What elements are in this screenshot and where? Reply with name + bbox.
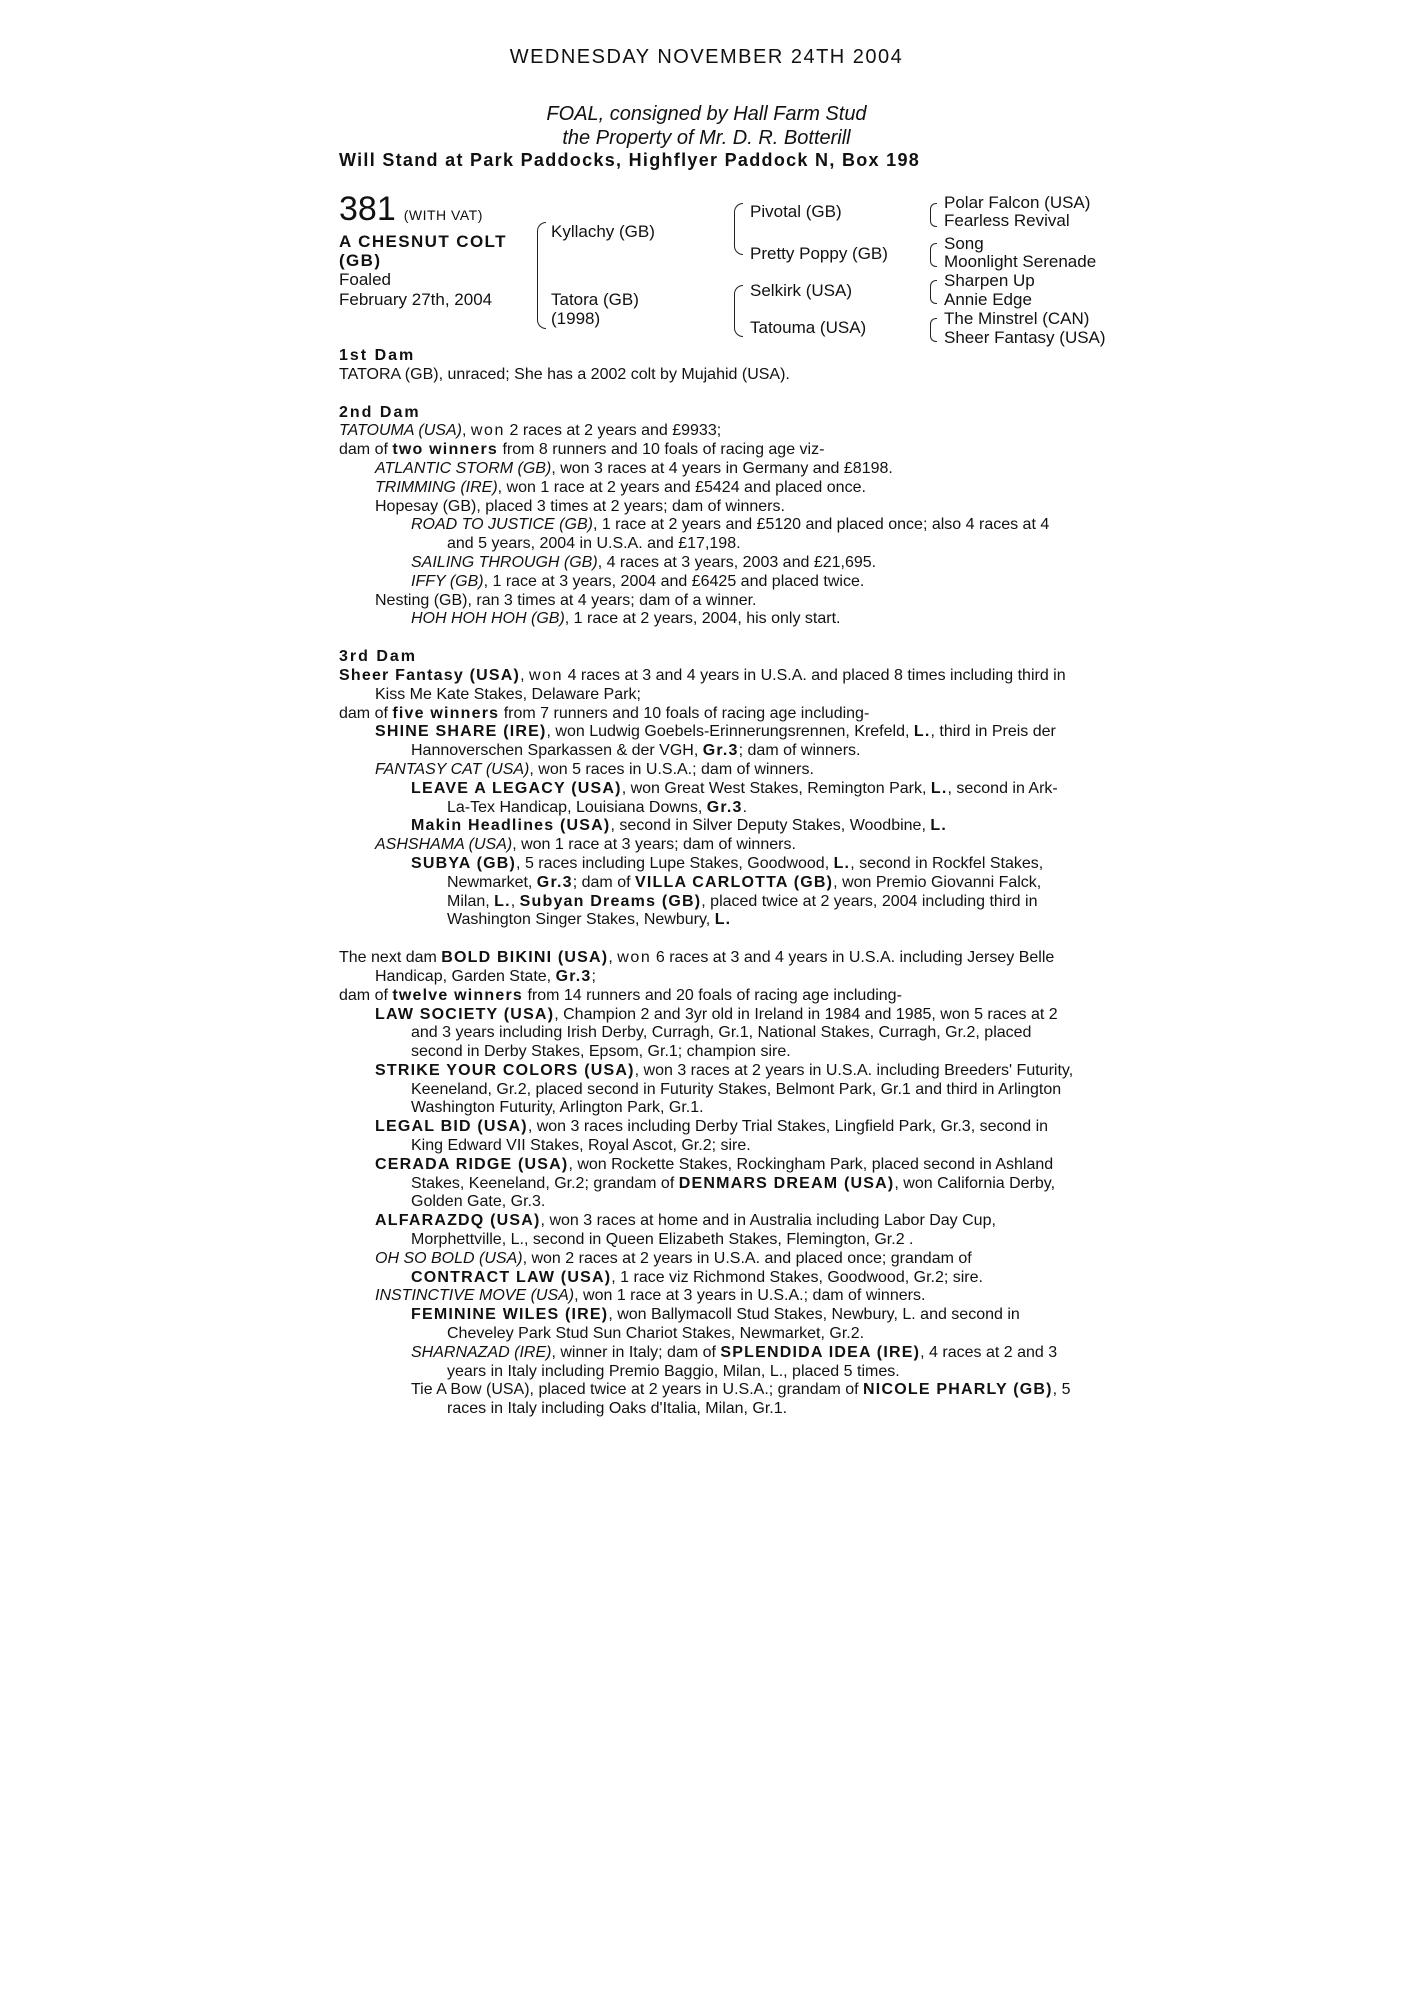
group-label: Gr.3 — [555, 967, 592, 985]
produce-entry — [339, 1287, 1074, 1306]
produce-record: , 1 race at 3 years, 2004 and £6425 and placed twice. — [483, 572, 865, 590]
produce-entry — [339, 1250, 1074, 1288]
produce-record: , won 2 races at 2 years in U.S.A. and placed once; grandam of — [522, 1249, 972, 1267]
pedigree-sire: Kyllachy (GB) — [551, 222, 655, 241]
produce-entry — [339, 479, 1074, 498]
second-dam-produce — [339, 441, 1074, 460]
produce-name: LEGAL BID (USA) — [375, 1118, 528, 1136]
group-label: Gr.3 — [536, 873, 573, 891]
produce-record: , 4 races at 3 years, 2003 and £21,695. — [597, 553, 877, 571]
won-label: won — [617, 949, 652, 967]
pedigree-bracket-g1 — [930, 203, 937, 227]
produce-name: INSTINCTIVE MOVE (USA) — [375, 1287, 575, 1305]
produce-record: , 5 races in Italy including Oaks d'Italia, Milan, Gr.1. — [447, 1381, 1071, 1418]
produce-entry — [339, 460, 1074, 479]
foaled-date: February 27th, 2004 — [339, 290, 493, 309]
produce-record: , won Ludwig Goebels-Erinnerungsrennen, Krefeld, — [546, 723, 914, 741]
produce-name: VILLA CARLOTTA (GB) — [634, 873, 834, 891]
produce-entry — [339, 1212, 1074, 1250]
listed-label: L. — [494, 892, 511, 910]
won-label: won — [528, 666, 564, 684]
second-dam-name: TATOUMA (USA) — [339, 422, 462, 440]
produce-record: , 1 race at 2 years, 2004, his only start. — [564, 610, 841, 628]
produce-entry — [339, 855, 1074, 930]
pedigree-dam-name: Tatora (GB) — [551, 290, 639, 309]
produce-record: , won 3 races at home and in Australia including Labor Day Cup, Morphettville, L., second in Queen Elizabeth Stakes, Flemington, Gr.2 . — [411, 1212, 996, 1249]
vat-label: (WITH VAT) — [403, 207, 483, 223]
pedigree-notes — [339, 347, 1074, 1419]
produce-name: Makin Headlines (USA) — [411, 817, 611, 835]
third-dam-heading: 3rd Dam — [339, 648, 418, 666]
pedigree-bracket-g4 — [930, 318, 937, 342]
produce-record: , won Premio Giovanni Falck, Milan, — [447, 873, 1042, 910]
produce-record: , won 3 races at 4 years in Germany and £8198. — [551, 459, 893, 477]
produce-entry: Hopesay (GB), placed 3 times at 2 years; dam of winners. — [375, 497, 785, 515]
produce-record: , won 1 race at 3 years; dam of winners. — [512, 836, 796, 854]
produce-record: , winner in Italy; dam of — [551, 1343, 721, 1361]
pedigree-dam-year: (1998) — [551, 309, 601, 328]
produce-name: ATLANTIC STORM (GB) — [375, 459, 552, 477]
produce-name: SHARNAZAD (IRE) — [411, 1343, 552, 1361]
listed-label: L. — [833, 854, 851, 872]
pedigree-g5: Sharpen Up — [944, 271, 1035, 290]
horse-description-line2: (GB) — [339, 251, 382, 270]
produce-record: , won 1 race at 3 years in U.S.A.; dam of winners. — [574, 1287, 926, 1305]
produce-record: , won 3 races at 2 years in U.S.A. including Breeders' Futurity, Keeneland, Gr.2, placed second in Futurity Stakes, Belmont Park, Gr.1 and third in Arlington Washington Futurity, Arlington Park, Gr.1. — [411, 1061, 1074, 1117]
next-dam-produce — [339, 987, 1074, 1006]
pedigree-sire-dam: Pretty Poppy (GB) — [750, 244, 888, 263]
produce-name: Subyan Dreams (GB) — [519, 892, 702, 910]
produce-name: ASHSHAMA (USA) — [375, 836, 513, 854]
produce-name: LAW SOCIETY (USA) — [375, 1005, 555, 1023]
produce-record: , won 3 races including Derby Trial Stakes, Lingfield Park, Gr.3, second in King Edward VII Stakes, Royal Ascot, Gr.2; sire. — [411, 1118, 1049, 1155]
produce-rest: from 7 runners and 10 foals of racing age including- — [503, 704, 870, 722]
produce-entry — [339, 573, 1074, 592]
pedigree-g8: Sheer Fantasy (USA) — [944, 328, 1106, 347]
third-dam-record: 4 races at 3 and 4 years in U.S.A. and placed 8 times including third in Kiss Me Kate Stakes, Delaware Park; — [375, 666, 1066, 703]
pedigree-dam-sire: Selkirk (USA) — [750, 281, 853, 300]
produce-record: , 1 race at 2 years and £5120 and placed once; also 4 races at 4 and 5 years, 2004 in U.S.A. and £17,198. — [447, 516, 1050, 553]
horse-description-line1: A CHESNUT COLT — [339, 232, 507, 251]
produce-entry — [339, 1062, 1074, 1118]
produce-name: FANTASY CAT (USA) — [375, 760, 530, 778]
next-dam-name: BOLD BIKINI (USA) — [441, 949, 609, 967]
produce-record: Tie A Bow (USA), placed twice at 2 years in U.S.A.; grandam of — [411, 1381, 864, 1399]
second-dam-record: 2 races at 2 years and £9933; — [509, 422, 722, 440]
pedigree-bracket-g2 — [930, 243, 937, 267]
produce-name: CONTRACT LAW (USA) — [411, 1268, 612, 1286]
produce-rest: from 14 runners and 20 foals of racing age including- — [527, 986, 902, 1004]
pedigree-g4: Moonlight Serenade — [944, 252, 1097, 271]
produce-entry — [339, 1344, 1074, 1382]
next-dam-record: 6 races at 3 and 4 years in U.S.A. including Jersey Belle Handicap, Garden State, — [375, 949, 1055, 985]
produce-name: SAILING THROUGH (GB) — [411, 553, 598, 571]
produce-record: , won Ballymacoll Stud Stakes, Newbury, L. and second in Cheveley Park Stud Sun Chariot Stakes, Newmarket, Gr.2. — [447, 1306, 1020, 1343]
produce-name: SPLENDIDA IDEA (IRE) — [720, 1343, 921, 1361]
produce-entry: Nesting (GB), ran 3 times at 4 years; dam of a winner. — [375, 591, 757, 609]
produce-record: , 1 race viz Richmond Stakes, Goodwood, Gr.2; sire. — [611, 1268, 983, 1286]
pedigree-sire-sire: Pivotal (GB) — [750, 202, 842, 221]
produce-name: CERADA RIDGE (USA) — [375, 1155, 569, 1173]
owner-line: the Property of Mr. D. R. Botterill — [562, 127, 851, 149]
produce-record: , second in Rockfel Stakes, Newmarket, — [447, 854, 1044, 891]
produce-name: DENMARS DREAM (USA) — [678, 1174, 895, 1192]
pedigree-dam-dam: Tatouma (USA) — [750, 318, 867, 337]
produce-record: , Champion 2 and 3yr old in Ireland in 1984 and 1985, won 5 races at 2 and 3 years including Irish Derby, Curragh, Gr.1, National Stakes, Curragh, Gr.2, placed second in Derby Stakes, Epsom, Gr.1; champion sire. — [411, 1005, 1058, 1061]
produce-prefix: dam of — [339, 704, 388, 722]
produce-name: SUBYA (GB) — [411, 854, 517, 872]
third-dam-produce — [339, 705, 1074, 724]
won-label: won — [470, 422, 506, 440]
produce-entry — [339, 610, 1074, 629]
first-dam-heading: 1st Dam — [339, 347, 416, 364]
produce-name: OH SO BOLD (USA) — [375, 1249, 523, 1267]
produce-entry — [339, 836, 1074, 855]
produce-record: , won Rockette Stakes, Rockingham Park, placed second in Ashland Stakes, Keeneland, Gr.2; grandam of — [411, 1155, 1054, 1192]
produce-name: ROAD TO JUSTICE (GB) — [411, 516, 593, 534]
pedigree-g2: Fearless Revival — [944, 211, 1070, 230]
produce-record: , third in Preis der Hannoverschen Sparkassen & der VGH, — [411, 723, 1056, 760]
lot-number-block — [339, 190, 483, 229]
produce-record: , 5 races including Lupe Stakes, Goodwood, — [516, 854, 834, 872]
produce-entry — [339, 780, 1074, 818]
produce-record: , 4 races at 2 and 3 years in Italy including Premio Baggio, Milan, L., placed 5 times. — [447, 1343, 1058, 1380]
produce-name: SHINE SHARE (IRE) — [375, 723, 547, 741]
pedigree-g1: Polar Falcon (USA) — [944, 193, 1091, 212]
pedigree-bracket-main — [537, 222, 546, 329]
produce-record: , won Great West Stakes, Remington Park, — [621, 779, 931, 797]
first-dam-text: TATORA (GB), unraced; She has a 2002 colt by Mujahid (USA). — [339, 365, 790, 383]
pedigree-bracket-dam — [734, 285, 743, 337]
produce-name: NICOLE PHARLY (GB) — [863, 1381, 1053, 1399]
produce-prefix: dam of — [339, 441, 388, 459]
produce-entry — [339, 1306, 1074, 1344]
pedigree-bracket-sire — [734, 203, 743, 255]
produce-record: ; dam of — [572, 873, 635, 891]
produce-name: HOH HOH HOH (GB) — [411, 610, 565, 628]
produce-entry — [339, 1118, 1074, 1156]
produce-record: , won 1 race at 2 years and £5424 and placed once. — [497, 478, 866, 496]
winner-count: two winners — [392, 441, 499, 459]
produce-name: FEMININE WILES (IRE) — [411, 1306, 609, 1324]
produce-record: , won California Derby, Golden Gate, Gr.3. — [411, 1174, 1056, 1211]
pedigree-g7: The Minstrel (CAN) — [944, 309, 1090, 328]
consignor-line: FOAL, consigned by Hall Farm Stud — [546, 103, 867, 125]
produce-record: ; dam of winners. — [738, 742, 861, 760]
produce-entry — [339, 516, 1074, 554]
consignment-info — [0, 102, 1413, 150]
next-dam-summary: The next dam BOLD BIKINI (USA), won 6 races at 3 and 4 years in U.S.A. including Jersey Belle Handicap, Garden State, Gr.3; — [339, 949, 1055, 985]
group-label: Gr.3 — [706, 798, 743, 816]
second-dam-summary: TATOUMA (USA), won 2 races at 2 years and £9933; — [339, 422, 722, 440]
third-dam-summary: Sheer Fantasy (USA), won 4 races at 3 and 4 years in U.S.A. and placed 8 times including third in Kiss Me Kate Stakes, Delaware Park; — [339, 666, 1066, 703]
lot-number: 381 — [339, 190, 396, 228]
produce-record: , placed twice at 2 years, 2004 including third in Washington Singer Stakes, Newbury, — [447, 892, 1038, 929]
second-dam-heading: 2nd Dam — [339, 403, 421, 421]
produce-record: , — [510, 892, 520, 910]
listed-label: L. — [930, 817, 947, 835]
pedigree-bracket-g3 — [930, 280, 937, 304]
foaled-info — [339, 270, 492, 310]
winner-count: five winners — [392, 704, 500, 722]
produce-prefix: dam of — [339, 986, 388, 1004]
produce-entry — [339, 1006, 1074, 1062]
listed-label: L. — [930, 779, 948, 797]
produce-name: ALFARAZDQ (USA) — [375, 1212, 541, 1230]
produce-rest: from 8 runners and 10 foals of racing age viz- — [502, 441, 825, 459]
listed-label: L. — [913, 723, 931, 741]
produce-record: . — [742, 798, 748, 816]
next-dam-record: ; — [591, 967, 596, 985]
sale-date: WEDNESDAY NOVEMBER 24TH 2004 — [509, 46, 904, 68]
produce-entry — [339, 761, 1074, 780]
stand-location: Will Stand at Park Paddocks, Highflyer Paddock N, Box 198 — [339, 150, 921, 170]
produce-entry — [339, 1156, 1074, 1212]
group-label: Gr.3 — [702, 742, 739, 760]
winner-count: twelve winners — [392, 986, 523, 1004]
next-dam-prefix: The next dam — [339, 949, 437, 967]
horse-description — [339, 232, 529, 270]
produce-record: , won 5 races in U.S.A.; dam of winners. — [529, 760, 814, 778]
produce-name: LEAVE A LEGACY (USA) — [411, 779, 622, 797]
produce-name: TRIMMING (IRE) — [375, 478, 498, 496]
produce-entry — [339, 817, 1074, 836]
third-dam-name: Sheer Fantasy (USA) — [339, 666, 521, 684]
produce-name: STRIKE YOUR COLORS (USA) — [375, 1061, 635, 1079]
produce-record: , second in Ark-La-Tex Handicap, Louisiana Downs, — [447, 779, 1058, 816]
produce-entry — [339, 1381, 1074, 1419]
pedigree-g3: Song — [944, 234, 984, 253]
foaled-label: Foaled — [339, 270, 391, 289]
listed-label: L. — [714, 911, 732, 929]
pedigree-dam — [551, 290, 639, 328]
produce-name: IFFY (GB) — [411, 572, 484, 590]
produce-entry — [339, 723, 1074, 761]
produce-record: , second in Silver Deputy Stakes, Woodbine, — [610, 817, 931, 835]
produce-entry — [339, 554, 1074, 573]
pedigree-g6: Annie Edge — [944, 290, 1032, 309]
